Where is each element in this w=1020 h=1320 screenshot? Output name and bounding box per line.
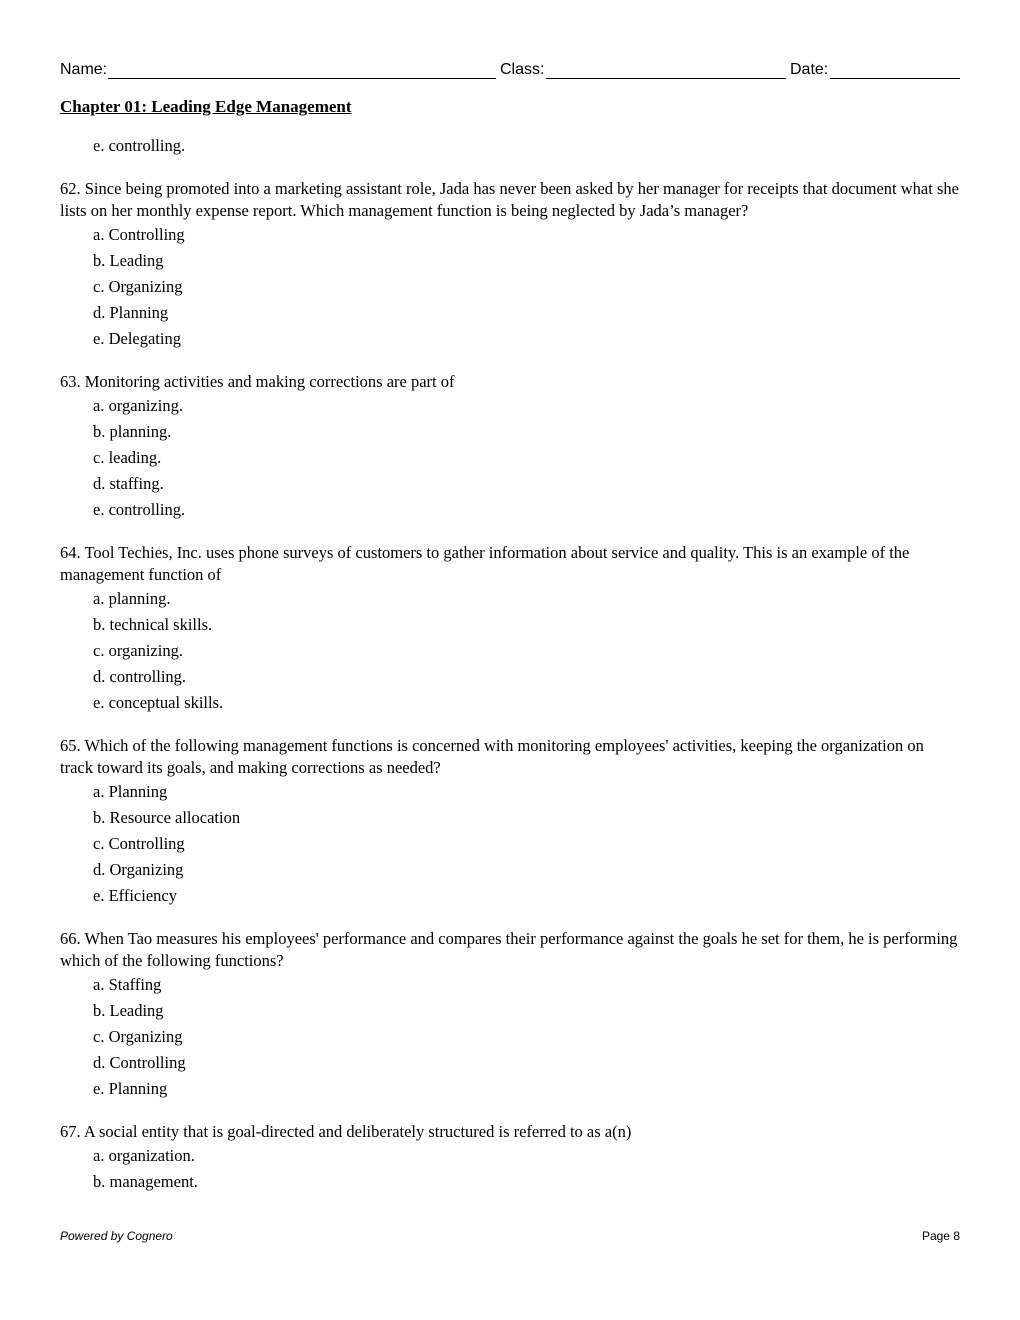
answer-option: e. Efficiency — [93, 886, 177, 905]
question-block — [60, 928, 960, 1102]
question-stem: 64. Tool Techies, Inc. uses phone surveys of customers to gather information about service and quality. This is an example of the management function of — [60, 543, 910, 584]
question-block — [60, 178, 960, 352]
answer-option: c. leading. — [93, 448, 162, 467]
answer-option: c. Organizing — [93, 1027, 183, 1046]
answer-option: a. Staffing — [93, 975, 162, 994]
question-list — [60, 133, 960, 1195]
name-label: Name: — [60, 61, 108, 78]
answer-option: a. Controlling — [93, 225, 185, 244]
answer-option: d. Planning — [93, 303, 169, 322]
answer-option: b. Leading — [93, 1001, 164, 1020]
answer-option: a. organization. — [93, 1146, 195, 1165]
question-stem: 65. Which of the following management functions is concerned with monitoring employees' activities, keeping the organization on track toward its goals, and making corrections as needed? — [60, 736, 924, 777]
date-blank-line — [830, 78, 960, 79]
question-block — [60, 371, 960, 523]
answer-option: c. organizing. — [93, 641, 183, 660]
answer-option: b. Leading — [93, 251, 164, 270]
answer-option: a. organizing. — [93, 396, 183, 415]
answer-option: d. Organizing — [93, 860, 184, 879]
answer-option: c. Controlling — [93, 834, 185, 853]
carryover-option: e. controlling. — [93, 136, 186, 155]
answer-option: b. Resource allocation — [93, 808, 241, 827]
question-stem: 63. Monitoring activities and making corrections are part of — [60, 372, 455, 391]
answer-option: a. Planning — [93, 782, 168, 801]
answer-option: b. technical skills. — [93, 615, 213, 634]
answer-option: b. planning. — [93, 422, 172, 441]
class-label: Class: — [500, 61, 545, 78]
question-block — [60, 1121, 960, 1195]
class-blank-line — [546, 78, 786, 79]
answer-option: e. Planning — [93, 1079, 168, 1098]
chapter-title: Chapter 01: Leading Edge Management — [60, 97, 352, 116]
answer-option: b. management. — [93, 1172, 198, 1191]
student-info-header — [60, 60, 960, 82]
question-block — [60, 542, 960, 716]
powered-by-footer: Powered by Cognero — [60, 1229, 173, 1243]
question-stem: 62. Since being promoted into a marketing assistant role, Jada has never been asked by her manager for receipts that document what she lists on her monthly expense report. Which management function is being neglected by Jada’s manager? — [60, 179, 959, 220]
answer-option: d. controlling. — [93, 667, 187, 686]
page-number: Page 8 — [921, 1229, 960, 1243]
answer-option: e. Delegating — [93, 329, 181, 348]
date-label: Date: — [790, 61, 829, 78]
question-stem: 66. When Tao measures his employees' performance and compares their performance against the goals he set for them, he is performing which of the following functions? — [60, 929, 958, 970]
answer-option: d. staffing. — [93, 474, 164, 493]
question-stem: 67. A social entity that is goal-directed and deliberately structured is referred to as a(n) — [60, 1122, 632, 1141]
answer-option: e. controlling. — [93, 500, 186, 519]
name-blank-line — [108, 78, 496, 79]
answer-option: a. planning. — [93, 589, 171, 608]
answer-option: c. Organizing — [93, 277, 183, 296]
answer-option: d. Controlling — [93, 1053, 186, 1072]
answer-option: e. conceptual skills. — [93, 693, 224, 712]
question-block — [60, 735, 960, 909]
